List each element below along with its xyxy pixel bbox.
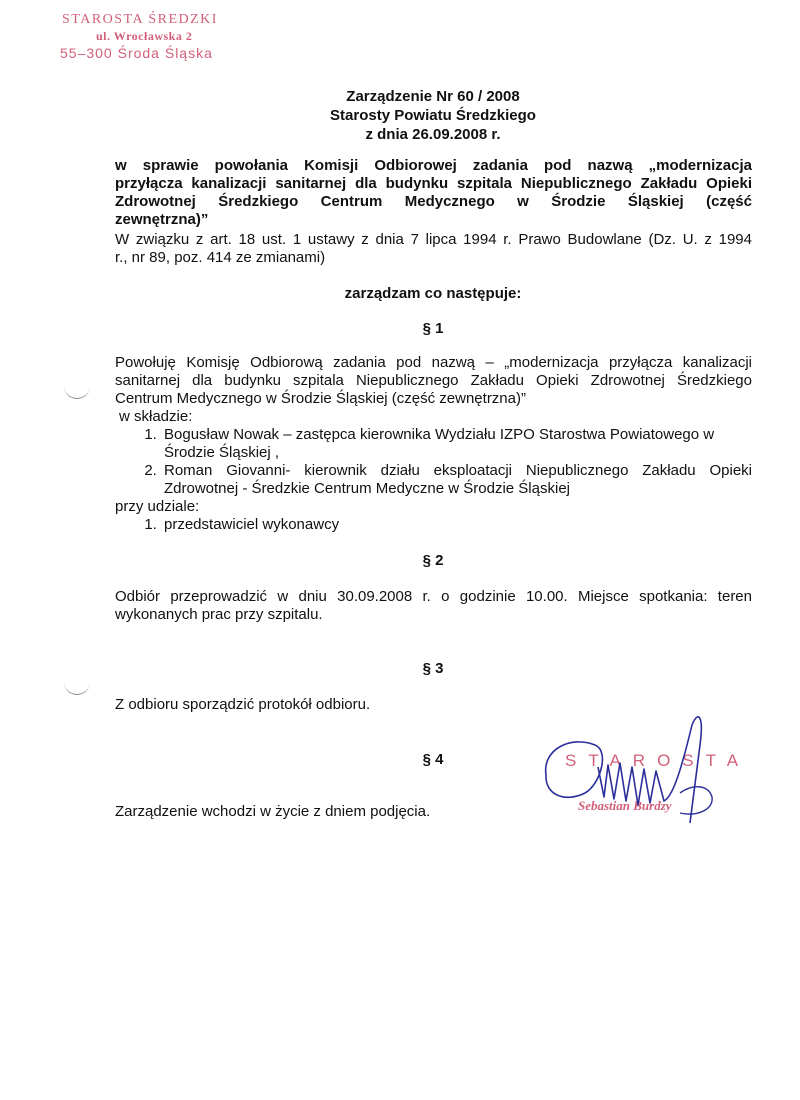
section-2-body bbox=[115, 588, 752, 624]
document-issuer: Starosty Powiatu Średzkiego bbox=[330, 107, 536, 124]
subject-line: w sprawie powołania Komisji Odbiorowej zadania pod nazwą „modernizacja bbox=[115, 157, 752, 174]
subject-line: przyłącza kanalizacji sanitarnej dla budynku szpitala Niepublicznego Zakładu Opieki bbox=[115, 175, 752, 192]
section-2-line: wykonanych prac przy szpitalu. bbox=[115, 606, 323, 623]
section-1-line: Powołuję Komisję Odbiorową zadania pod nazwą – „modernizacja przyłącza kanalizacji bbox=[115, 354, 752, 371]
list-item: 1. przedstawiciel wykonawcy bbox=[161, 516, 752, 534]
stamp-line-street: ul. Wrocławska 2 bbox=[96, 29, 193, 43]
handwritten-signature bbox=[540, 705, 720, 835]
section-1-line: Centrum Medycznego w Środzie Śląskiej (część zewnętrzna)” bbox=[115, 390, 526, 407]
list-item bbox=[161, 426, 752, 462]
composition-label: w składzie: bbox=[119, 408, 193, 425]
member-line: 1. Bogusław Nowak – zastępca kierownika Wydziału IZPO Starostwa Powiatowego w bbox=[164, 426, 715, 443]
subject-paragraph bbox=[115, 157, 752, 229]
section-2-line: Odbiór przeprowadzić w dniu 30.09.2008 r. o godzinie 10.00. Miejsce spotkania: teren bbox=[115, 588, 752, 605]
stamp-line-city: 55–300 Środa Śląska bbox=[60, 45, 213, 61]
participation-label: przy udziale: bbox=[115, 498, 200, 515]
section-4-sign: § 4 bbox=[422, 751, 444, 768]
basis-line: r., nr 89, poz. 414 ze zmianami) bbox=[115, 249, 326, 266]
stamp-line-office: STAROSTA ŚREDZKI bbox=[62, 12, 218, 27]
section-1-body bbox=[115, 354, 752, 534]
section-1-line: sanitarnej dla budynku szpitala Niepublicznego Zakładu Opieki Zdrowotnej Średzkiego bbox=[115, 372, 752, 389]
section-4-body: Zarządzenie wchodzi w życie z dniem podjęcia. bbox=[115, 803, 431, 820]
signature-stamp bbox=[540, 705, 751, 835]
stamp-title: STAROSTA bbox=[565, 751, 751, 770]
document-date: z dnia 26.09.2008 r. bbox=[365, 126, 501, 143]
member-line: 2. Roman Giovanni- kierownik działu eksploatacji Niepublicznego Zakładu Opieki bbox=[164, 462, 752, 479]
subject-line: zewnętrzna)” bbox=[115, 211, 209, 228]
basis-line: W związku z art. 18 ust. 1 ustawy z dnia 7 lipca 1994 r. Prawo Budowlane (Dz. U. z 1994 bbox=[115, 231, 752, 248]
section-3-sign: § 3 bbox=[422, 660, 444, 677]
section-3-body: Z odbioru sporządzić protokół odbioru. bbox=[115, 696, 371, 713]
list-item bbox=[161, 462, 752, 498]
section-2-sign: § 2 bbox=[422, 552, 444, 569]
legal-basis bbox=[115, 231, 752, 267]
member-line: Zdrowotnej - Średzkie Centrum Medyczne w Środzie Śląskiej bbox=[164, 480, 570, 497]
decree-statement: zarządzam co następuje: bbox=[344, 285, 522, 302]
margin-mark bbox=[64, 682, 90, 695]
header-stamp bbox=[60, 12, 218, 62]
section-1-sign: § 1 bbox=[422, 320, 444, 337]
stamp-name: Sebastian Burdzy bbox=[578, 798, 672, 813]
members-list bbox=[115, 426, 752, 498]
subject-line: Zdrowotnej Średzkiego Centrum Medycznego w Środzie Śląskiej (część bbox=[115, 193, 752, 210]
margin-mark bbox=[64, 386, 90, 399]
document-title: Zarządzenie Nr 60 / 2008 bbox=[346, 88, 520, 105]
participants-list bbox=[115, 516, 752, 534]
member-line: Środzie Śląskiej , bbox=[164, 444, 280, 461]
